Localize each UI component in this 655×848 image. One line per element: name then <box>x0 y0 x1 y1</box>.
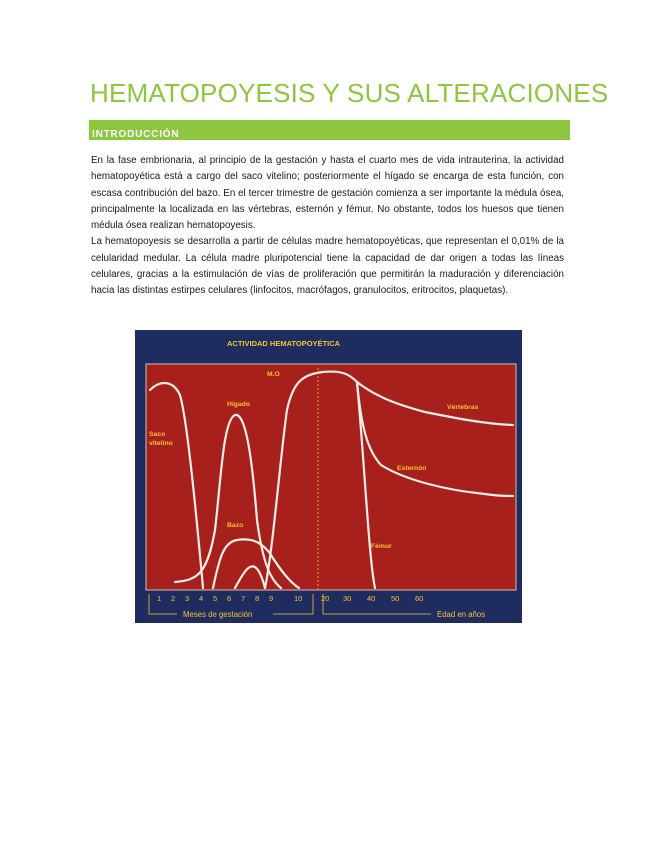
tick-g6: 6 <box>227 594 232 603</box>
xlabel-gestation: Meses de gestación <box>183 610 253 619</box>
section-heading: INTRODUCCIÓN <box>92 129 180 140</box>
tick-a20: 20 <box>321 594 330 603</box>
chart-title: ACTIVIDAD HEMATOPOYÉTICA <box>227 339 341 348</box>
tick-g8: 8 <box>255 594 260 603</box>
tick-g2: 2 <box>171 594 176 603</box>
tick-g9: 9 <box>269 594 274 603</box>
tick-g7: 7 <box>241 594 246 603</box>
label-saco-line: vitelino <box>149 440 173 447</box>
tick-g5: 5 <box>213 594 218 603</box>
section-heading-bar <box>89 120 570 140</box>
label-femur: Fémur <box>371 543 392 550</box>
label-esternon: Esternón <box>397 465 427 472</box>
paragraph-2: La hematopoyesis se desarrolla a partir de células madre hematopoyéticas, que representan el 0,01% de la celularidad medular. La célula madre pluripotencial tiene la capacidad de dar origen a todas las líneas celulares, gracias a la estimulación de vías de proliferación que permitirán la maduración y diferenciación hacia las distintas estirpes celulares (linfocitos, macrófagos, granulocitos, eritrocitos, plaquetas). <box>91 236 564 297</box>
page-title: HEMATOPOYESIS Y SUS ALTERACIONES <box>90 78 609 108</box>
tick-g1: 1 <box>157 594 162 603</box>
tick-g3: 3 <box>185 594 190 603</box>
tick-a30: 30 <box>343 594 352 603</box>
label-bazo: Bazo <box>227 522 244 529</box>
label-vertebras: Vértebras <box>447 404 479 411</box>
paragraph-1: En la fase embrionaria, al principio de la gestación y hasta el cuarto mes de vida intrauterina, la actividad hematopoyética está a cargo del saco vitelino; posteriormente el hígado se encarga de esta función, con escasa contribución del bazo. En el tercer trimestre de gestación comienza a ser importante la médula ósea, principalmente la localizada en las vértebras, esternón y fémur. No obstante, todos los huesos que tienen médula ósea realizan hematopoyesis. <box>91 155 564 232</box>
hematopoietic-activity-chart <box>135 330 522 623</box>
tick-g10: 10 <box>294 594 303 603</box>
plot-area <box>146 364 516 590</box>
tick-g4: 4 <box>199 594 204 603</box>
xlabel-age: Edad en años <box>437 610 486 619</box>
arrow-left-end <box>273 594 313 614</box>
tick-a50: 50 <box>391 594 400 603</box>
label-mo: M.O <box>267 371 280 378</box>
label-saco-line: Saco <box>149 431 166 438</box>
tick-a60: 60 <box>415 594 424 603</box>
label-higado: Hígado <box>227 401 251 408</box>
tick-a40: 40 <box>367 594 376 603</box>
body-text <box>91 153 564 300</box>
